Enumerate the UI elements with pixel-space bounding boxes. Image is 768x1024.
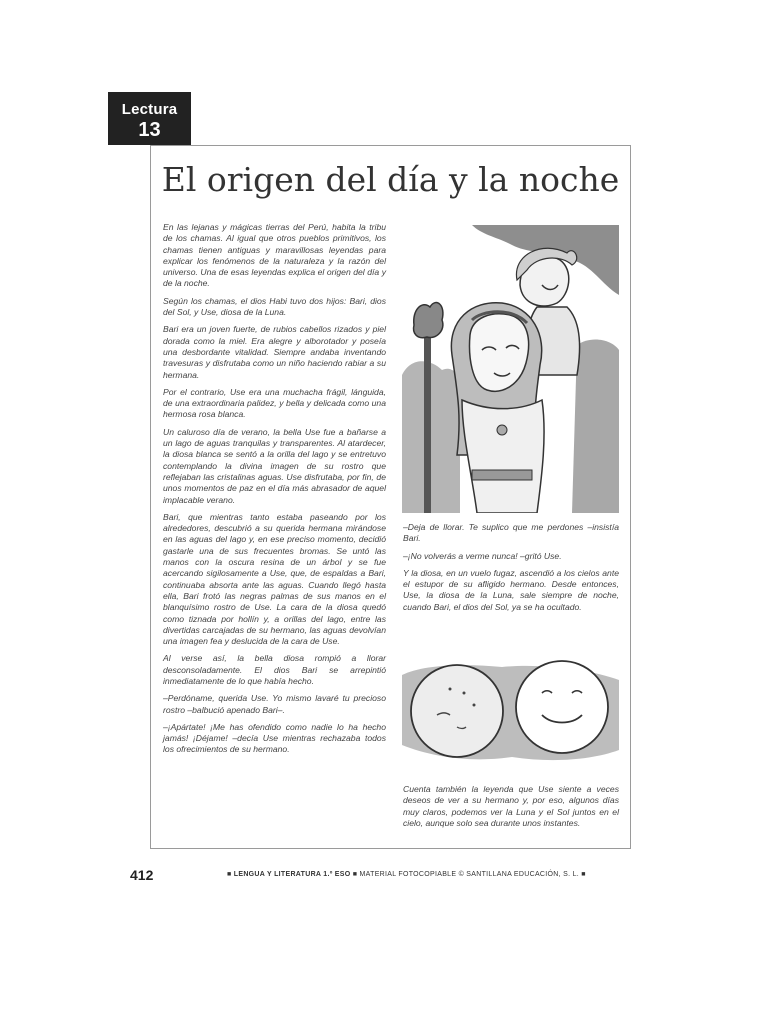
paragraph: –¡Apártate! ¡Me has ofendido como nadie lo ha hecho jamás! ¡Déjame! –decía Use mientras rechazaba todos los ofrecimientos de su hermano. <box>163 721 386 755</box>
lectura-tab <box>108 92 191 145</box>
right-column-bottom <box>403 784 619 835</box>
bari-and-use-illustration <box>402 225 619 513</box>
moon-and-sun-illustration <box>402 645 619 775</box>
page-footer <box>130 867 630 887</box>
paragraph: Y la diosa, en un vuelo fugaz, ascendió a los cielos ante el estupor de su afligido hermano. Desde entonces, Use, la diosa de la Luna, sale siempre de noche, cuando Bari, el dios del Sol, ya se ha ocultado. <box>403 567 619 612</box>
paragraph: Al verse así, la bella diosa rompió a llorar desconsoladamente. El dios Bari se arrepintió inmediatamente de lo que había hecho. <box>163 653 386 686</box>
running-footer: ■ LENGUA Y LITERATURA 1.º ESO ■ MATERIAL FOTOCOPIABLE © SANTILLANA EDUCACIÓN, S. L. ■ <box>227 871 586 878</box>
paragraph: Bari, que mientras tanto estaba paseando por los alrededores, descubrió a su querida hermana mirándose en las aguas del lago y, en ese preciso momento, decidió gastarle una de sus frecuentes bromas. Se untó las manos con la oscura resina de un árbol y se fue acercando sigilosamente a Use, que, de espaldas a Bari, continuaba absorta ante las aguas. Cuando llegó hasta ella, Bari frotó las negras palmas de sus manos en el blanquísimo rostro de Use. La cara de la diosa quedó como tiznada por hollín y, a orillas del lago, entre las divertidas carcajadas de su hermano, las aguas devolvían una imagen fea y deslucida de la cara de Use. <box>163 511 386 647</box>
paragraph: Bari era un joven fuerte, de rubios cabellos rizados y piel dorada como la miel. Era alegre y alborotador y poseía una desbordante vitalidad. Siempre andaba inventando travesuras y disfrutaba como un niño haciendo rabiar a su hermana. <box>163 324 386 380</box>
paragraph: Según los chamas, el dios Habi tuvo dos hijos: Bari, dios del Sol, y Use, diosa de la Luna. <box>163 295 386 318</box>
paragraph: –Perdóname, querida Use. Yo mismo lavaré tu precioso rostro –balbució apenado Bari–. <box>163 693 386 715</box>
right-column-top <box>403 522 619 619</box>
lectura-number: 13 <box>138 119 161 141</box>
paragraph: –Deja de llorar. Te suplico que me perdones –insistía Bari. <box>403 522 619 544</box>
page-title: El origen del día y la noche <box>161 160 620 199</box>
publisher-text: MATERIAL FOTOCOPIABLE © SANTILLANA EDUCACIÓN, S. L. <box>359 871 580 878</box>
paragraph: Cuenta también la leyenda que Use siente a veces deseos de ver a su hermano y, por eso, algunos días muy claros, podemos ver la Luna y el Sol juntos en el cielo, aunque solo sea durante unos instantes. <box>403 784 619 828</box>
left-column <box>163 222 386 762</box>
lectura-label: Lectura <box>121 101 178 118</box>
paragraph: –¡No volverás a verme nunca! –gritó Use. <box>403 550 562 561</box>
paragraph: Por el contrario, Use era una muchacha frágil, lánguida, de una extraordinaria palidez, y bella y delicada como una hermosa rosa blanca. <box>163 386 386 420</box>
paragraph: En las lejanas y mágicas tierras del Perú, habita la tribu de los chamas. Al igual que otros pueblos primitivos, los chamas tienen antiguas y maravillosas leyendas para explicar los fenómenos de la naturaleza y la razón del universo. Una de esas leyendas explica el origen del día y de la noche. <box>163 222 386 289</box>
subject-text: LENGUA Y LITERATURA 1.º ESO <box>233 871 351 878</box>
page-number: 412 <box>130 867 154 883</box>
paragraph: Un caluroso día de verano, la bella Use fue a bañarse a un lago de aguas tranquilas y transparentes. Al atardecer, la diosa blanca se sentó a la orilla del lago y se entretuvo contemplando la divina imagen de su rostro que reflejaban las cristalinas aguas. Use disfrutaba, por fin, de unos momentos de paz en el día más abrasador de aquel implacable verano. <box>163 426 386 505</box>
